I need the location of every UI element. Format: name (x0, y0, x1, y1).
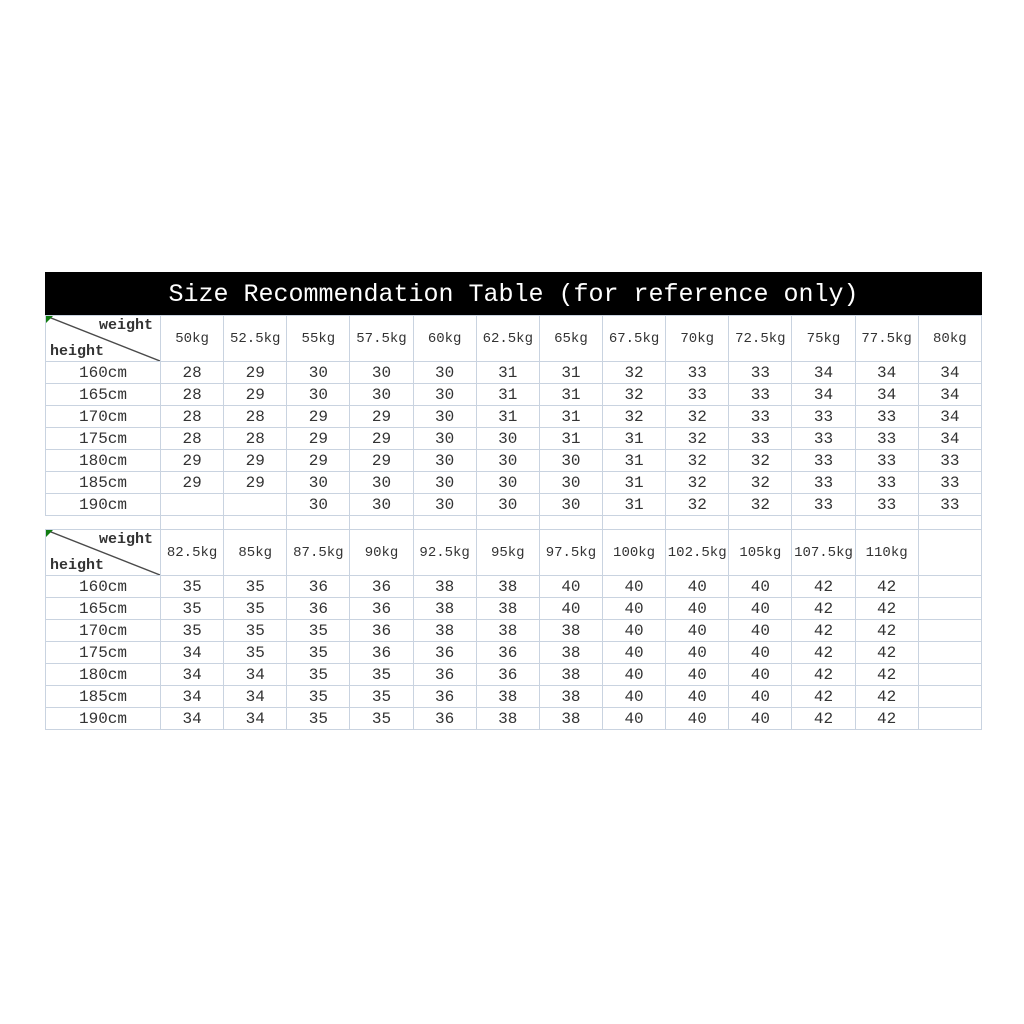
spacer-cell (287, 516, 350, 530)
size-value-cell: 29 (161, 472, 224, 494)
size-value-cell: 30 (350, 362, 413, 384)
size-value-cell: 35 (350, 686, 413, 708)
size-value-cell: 36 (350, 642, 413, 664)
weight-label: weight (98, 531, 153, 548)
size-value-cell: 34 (224, 686, 287, 708)
table-row (46, 664, 982, 686)
green-corner-mark (46, 316, 53, 323)
size-value-cell: 35 (161, 576, 224, 598)
size-value-cell: 34 (161, 686, 224, 708)
size-value-cell: 30 (350, 472, 413, 494)
size-value-cell: 40 (602, 620, 665, 642)
weight-label: weight (98, 317, 153, 334)
size-value-cell: 42 (792, 664, 855, 686)
size-value-cell: 32 (666, 494, 729, 516)
size-value-cell: 30 (287, 362, 350, 384)
table-row (46, 384, 982, 406)
size-value-cell: 35 (287, 620, 350, 642)
size-value-cell: 35 (350, 664, 413, 686)
weight-header-cell: 52.5kg (224, 316, 287, 362)
size-value-cell: 38 (539, 642, 602, 664)
weight-header-row (46, 530, 982, 576)
size-value-cell: 32 (666, 428, 729, 450)
size-value-cell: 40 (666, 598, 729, 620)
size-value-cell: 40 (602, 642, 665, 664)
weight-header-cell: 70kg (666, 316, 729, 362)
size-value-cell: 38 (476, 576, 539, 598)
size-value-cell: 38 (539, 686, 602, 708)
size-value-cell: 33 (792, 428, 855, 450)
size-value-cell: 29 (224, 450, 287, 472)
weight-header-row (46, 316, 982, 362)
size-value-cell: 33 (855, 428, 918, 450)
weight-header-cell: 50kg (161, 316, 224, 362)
size-value-cell (224, 494, 287, 516)
height-cell: 170cm (46, 406, 161, 428)
weight-header-cell: 85kg (224, 530, 287, 576)
size-value-cell: 32 (729, 450, 792, 472)
size-value-cell: 36 (350, 598, 413, 620)
size-value-cell: 30 (287, 494, 350, 516)
size-value-cell: 36 (287, 576, 350, 598)
spacer-cell (224, 516, 287, 530)
size-value-cell: 31 (539, 384, 602, 406)
size-value-cell: 34 (918, 406, 981, 428)
size-value-cell: 29 (287, 428, 350, 450)
size-value-cell: 36 (287, 598, 350, 620)
size-value-cell: 29 (161, 450, 224, 472)
size-value-cell: 33 (855, 450, 918, 472)
size-value-cell: 34 (224, 708, 287, 730)
size-value-cell: 40 (729, 642, 792, 664)
height-cell: 175cm (46, 428, 161, 450)
size-value-cell: 36 (413, 642, 476, 664)
size-value-cell: 31 (602, 428, 665, 450)
size-value-cell: 32 (729, 494, 792, 516)
size-value-cell: 32 (602, 384, 665, 406)
weight-header-cell: 87.5kg (287, 530, 350, 576)
height-cell: 160cm (46, 362, 161, 384)
size-value-cell: 31 (539, 406, 602, 428)
size-value-cell: 34 (792, 362, 855, 384)
size-value-cell: 42 (855, 598, 918, 620)
size-value-cell: 33 (792, 450, 855, 472)
size-value-cell: 40 (602, 598, 665, 620)
size-value-cell: 36 (350, 620, 413, 642)
spacer-cell (729, 516, 792, 530)
size-value-cell: 42 (855, 576, 918, 598)
size-value-cell: 31 (602, 472, 665, 494)
size-value-cell: 28 (161, 428, 224, 450)
size-value-cell: 32 (666, 406, 729, 428)
size-value-cell: 35 (287, 664, 350, 686)
height-cell: 190cm (46, 494, 161, 516)
size-value-cell: 40 (602, 686, 665, 708)
corner-cell (46, 316, 161, 362)
size-value-cell: 30 (350, 384, 413, 406)
spacer-row (46, 516, 982, 530)
table-row (46, 494, 982, 516)
table-row (46, 642, 982, 664)
size-value-cell: 40 (539, 598, 602, 620)
size-value-cell: 42 (792, 686, 855, 708)
size-value-cell: 32 (729, 472, 792, 494)
size-value-cell: 40 (729, 708, 792, 730)
size-value-cell: 34 (918, 428, 981, 450)
size-value-cell: 42 (855, 686, 918, 708)
table-row (46, 708, 982, 730)
size-value-cell: 40 (666, 576, 729, 598)
size-value-cell: 38 (476, 620, 539, 642)
weight-header-cell: 80kg (918, 316, 981, 362)
size-value-cell: 35 (224, 576, 287, 598)
weight-header-cell: 55kg (287, 316, 350, 362)
size-value-cell: 34 (161, 642, 224, 664)
weight-header-cell: 97.5kg (539, 530, 602, 576)
size-value-cell: 30 (413, 472, 476, 494)
height-cell: 170cm (46, 620, 161, 642)
weight-header-cell (918, 530, 981, 576)
weight-header-cell: 105kg (729, 530, 792, 576)
size-value-cell: 34 (792, 384, 855, 406)
table-row (46, 450, 982, 472)
size-value-cell: 34 (161, 664, 224, 686)
size-value-cell: 29 (224, 384, 287, 406)
spacer-cell (46, 516, 161, 530)
table-row (46, 686, 982, 708)
size-value-cell: 31 (476, 362, 539, 384)
height-cell: 190cm (46, 708, 161, 730)
size-value-cell (918, 708, 981, 730)
size-value-cell: 42 (792, 620, 855, 642)
weight-header-cell: 65kg (539, 316, 602, 362)
size-value-cell: 38 (476, 598, 539, 620)
size-value-cell: 30 (539, 494, 602, 516)
weight-header-cell: 95kg (476, 530, 539, 576)
weight-header-cell: 67.5kg (602, 316, 665, 362)
size-value-cell: 33 (792, 406, 855, 428)
size-value-cell: 38 (476, 686, 539, 708)
size-value-cell: 29 (224, 362, 287, 384)
size-value-cell: 29 (287, 450, 350, 472)
size-value-cell: 31 (602, 494, 665, 516)
weight-header-cell: 57.5kg (350, 316, 413, 362)
spacer-cell (666, 516, 729, 530)
size-value-cell: 30 (413, 362, 476, 384)
size-value-cell: 31 (602, 450, 665, 472)
size-value-cell: 28 (161, 384, 224, 406)
size-value-cell: 30 (539, 450, 602, 472)
size-value-cell: 30 (350, 494, 413, 516)
size-value-cell: 42 (855, 664, 918, 686)
size-value-cell: 33 (666, 384, 729, 406)
size-value-cell: 32 (666, 450, 729, 472)
size-value-cell: 38 (539, 620, 602, 642)
size-value-cell: 35 (287, 708, 350, 730)
size-value-cell: 33 (855, 494, 918, 516)
size-value-cell: 40 (539, 576, 602, 598)
size-value-cell: 38 (413, 598, 476, 620)
size-value-cell: 33 (666, 362, 729, 384)
green-corner-mark (46, 530, 53, 537)
size-value-cell: 36 (476, 642, 539, 664)
size-value-cell: 30 (413, 406, 476, 428)
corner-cell (46, 530, 161, 576)
size-value-cell: 35 (287, 686, 350, 708)
height-label: height (50, 557, 105, 574)
size-value-cell: 40 (729, 620, 792, 642)
height-label: height (50, 343, 105, 360)
height-cell: 160cm (46, 576, 161, 598)
size-value-cell: 31 (539, 428, 602, 450)
size-value-cell: 34 (918, 384, 981, 406)
size-value-cell: 40 (729, 598, 792, 620)
size-value-cell: 42 (792, 598, 855, 620)
size-value-cell: 40 (666, 642, 729, 664)
size-value-cell: 30 (287, 472, 350, 494)
weight-header-cell: 100kg (602, 530, 665, 576)
size-value-cell: 38 (476, 708, 539, 730)
size-value-cell (918, 686, 981, 708)
table-row (46, 428, 982, 450)
height-cell: 180cm (46, 450, 161, 472)
size-value-cell: 32 (602, 362, 665, 384)
size-value-cell: 40 (729, 664, 792, 686)
size-value-cell: 30 (539, 472, 602, 494)
size-value-cell: 31 (476, 406, 539, 428)
height-cell: 175cm (46, 642, 161, 664)
size-value-cell: 30 (476, 428, 539, 450)
size-value-cell: 42 (855, 642, 918, 664)
spacer-cell (539, 516, 602, 530)
spacer-cell (602, 516, 665, 530)
size-value-cell: 35 (350, 708, 413, 730)
size-value-cell: 36 (413, 686, 476, 708)
size-value-cell (918, 642, 981, 664)
size-value-cell (161, 494, 224, 516)
size-value-cell: 33 (729, 362, 792, 384)
weight-header-cell: 107.5kg (792, 530, 855, 576)
weight-header-cell: 90kg (350, 530, 413, 576)
size-value-cell: 40 (729, 576, 792, 598)
size-value-cell: 42 (855, 708, 918, 730)
spacer-cell (476, 516, 539, 530)
table-row (46, 362, 982, 384)
size-table-2 (45, 529, 982, 730)
size-value-cell: 30 (413, 384, 476, 406)
size-value-cell: 40 (666, 686, 729, 708)
size-value-cell: 34 (855, 362, 918, 384)
size-value-cell: 35 (224, 642, 287, 664)
size-value-cell: 33 (918, 472, 981, 494)
size-value-cell: 30 (476, 472, 539, 494)
size-value-cell: 35 (224, 598, 287, 620)
weight-header-cell: 72.5kg (729, 316, 792, 362)
size-value-cell: 33 (918, 450, 981, 472)
size-value-cell: 40 (729, 686, 792, 708)
size-value-cell: 38 (539, 664, 602, 686)
height-cell: 165cm (46, 384, 161, 406)
size-value-cell: 40 (602, 664, 665, 686)
size-value-cell: 36 (413, 708, 476, 730)
size-value-cell: 42 (792, 642, 855, 664)
spacer-cell (792, 516, 855, 530)
size-value-cell (918, 576, 981, 598)
size-value-cell: 35 (161, 598, 224, 620)
weight-header-cell: 110kg (855, 530, 918, 576)
size-value-cell: 29 (287, 406, 350, 428)
spacer-cell (918, 516, 981, 530)
size-value-cell: 28 (224, 406, 287, 428)
size-value-cell: 28 (224, 428, 287, 450)
size-value-cell: 42 (792, 708, 855, 730)
size-value-cell: 30 (413, 494, 476, 516)
size-value-cell: 34 (224, 664, 287, 686)
size-value-cell: 30 (287, 384, 350, 406)
weight-header-cell: 62.5kg (476, 316, 539, 362)
size-value-cell: 33 (855, 406, 918, 428)
size-value-cell: 33 (792, 472, 855, 494)
page-title: Size Recommendation Table (for reference only) (168, 280, 859, 309)
size-value-cell: 35 (161, 620, 224, 642)
size-value-cell: 28 (161, 406, 224, 428)
size-value-cell: 36 (350, 576, 413, 598)
size-table-1 (45, 315, 982, 529)
table-row (46, 576, 982, 598)
size-value-cell: 38 (413, 620, 476, 642)
weight-header-cell: 60kg (413, 316, 476, 362)
size-value-cell: 32 (666, 472, 729, 494)
size-value-cell: 35 (287, 642, 350, 664)
size-value-cell: 42 (855, 620, 918, 642)
spacer-cell (161, 516, 224, 530)
size-value-cell: 29 (350, 450, 413, 472)
size-value-cell: 30 (413, 450, 476, 472)
height-cell: 180cm (46, 664, 161, 686)
size-value-cell: 33 (918, 494, 981, 516)
size-value-cell: 40 (602, 708, 665, 730)
size-value-cell (918, 664, 981, 686)
size-value-cell: 32 (602, 406, 665, 428)
size-value-cell: 30 (413, 428, 476, 450)
size-value-cell (918, 620, 981, 642)
weight-header-cell: 92.5kg (413, 530, 476, 576)
size-value-cell: 36 (476, 664, 539, 686)
size-chart-sheet (45, 272, 982, 730)
size-value-cell: 42 (792, 576, 855, 598)
table-row (46, 620, 982, 642)
size-value-cell: 40 (666, 620, 729, 642)
size-value-cell: 35 (224, 620, 287, 642)
size-value-cell: 38 (413, 576, 476, 598)
height-cell: 185cm (46, 472, 161, 494)
size-value-cell: 34 (855, 384, 918, 406)
size-value-cell: 38 (539, 708, 602, 730)
size-value-cell: 29 (350, 428, 413, 450)
size-value-cell: 33 (855, 472, 918, 494)
weight-header-cell: 75kg (792, 316, 855, 362)
spacer-cell (350, 516, 413, 530)
size-value-cell (918, 598, 981, 620)
size-value-cell: 33 (792, 494, 855, 516)
weight-header-cell: 102.5kg (666, 530, 729, 576)
size-value-cell: 40 (666, 708, 729, 730)
size-value-cell: 40 (666, 664, 729, 686)
spacer-cell (855, 516, 918, 530)
size-value-cell: 33 (729, 384, 792, 406)
size-value-cell: 33 (729, 428, 792, 450)
size-value-cell: 34 (161, 708, 224, 730)
table-row (46, 406, 982, 428)
weight-header-cell: 82.5kg (161, 530, 224, 576)
spacer-cell (413, 516, 476, 530)
weight-header-cell: 77.5kg (855, 316, 918, 362)
size-value-cell: 34 (918, 362, 981, 384)
size-value-cell: 33 (729, 406, 792, 428)
size-value-cell: 29 (350, 406, 413, 428)
title-bar (45, 272, 982, 315)
size-value-cell: 28 (161, 362, 224, 384)
height-cell: 165cm (46, 598, 161, 620)
size-value-cell: 30 (476, 494, 539, 516)
table-row (46, 598, 982, 620)
size-value-cell: 36 (413, 664, 476, 686)
table-row (46, 472, 982, 494)
size-value-cell: 29 (224, 472, 287, 494)
size-value-cell: 30 (476, 450, 539, 472)
height-cell: 185cm (46, 686, 161, 708)
size-value-cell: 40 (602, 576, 665, 598)
size-value-cell: 31 (539, 362, 602, 384)
size-value-cell: 31 (476, 384, 539, 406)
